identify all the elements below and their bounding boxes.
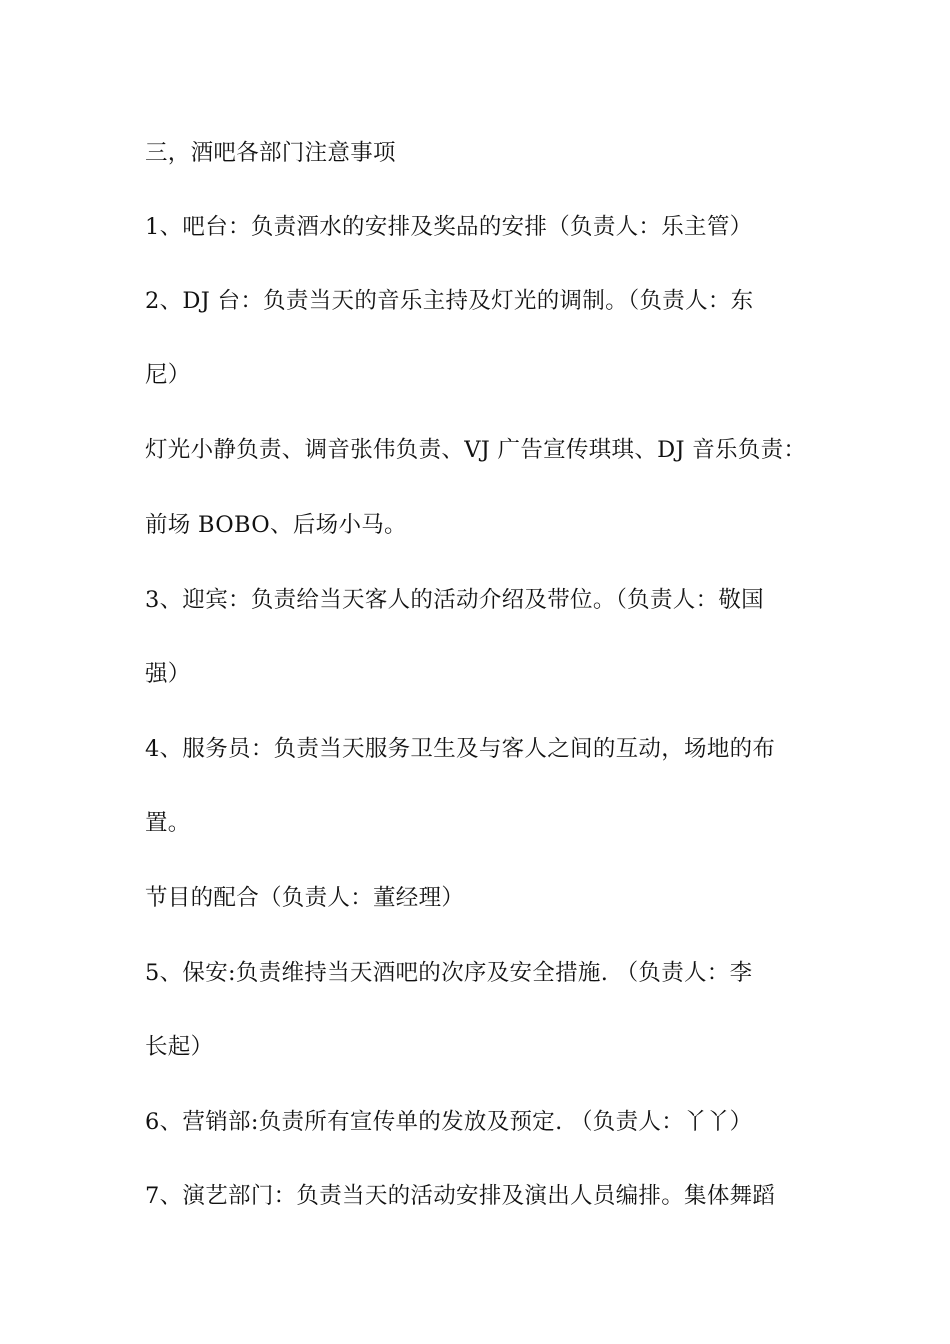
text-line: 6、营销部:负责所有宣传单的发放及预定. （负责人：丫丫） (145, 1109, 753, 1135)
text-line: 强） (145, 661, 191, 687)
text-line: 置。 (145, 810, 191, 836)
text-line: 灯光小静负责、调音张伟负责、VJ 广告宣传琪琪、DJ 音乐负责： (145, 437, 807, 463)
text-line: 长起） (145, 1034, 214, 1060)
text-line: 5、保安:负责维持当天酒吧的次序及安全措施. （负责人：李 (145, 960, 753, 986)
text-line: 尼） (145, 362, 191, 388)
section-heading: 三，酒吧各部门注意事项 (145, 140, 396, 166)
text-line: 1、吧台：负责酒水的安排及奖品的安排（负责人：乐主管） (145, 214, 753, 240)
text-line: 3、迎宾：负责给当天客人的活动介绍及带位。（负责人：敬国 (145, 587, 764, 613)
text-line: 7、演艺部门：负责当天的活动安排及演出人员编排。集体舞蹈 (145, 1183, 776, 1209)
text-line: 2、DJ 台：负责当天的音乐主持及灯光的调制。（负责人：东 (145, 288, 754, 314)
text-line: 节目的配合（负责人：董经理） (145, 885, 465, 911)
text-line: 4、服务员：负责当天服务卫生及与客人之间的互动，场地的布 (145, 736, 776, 762)
text-line: 前场 BOBO、后场小马。 (145, 512, 407, 538)
